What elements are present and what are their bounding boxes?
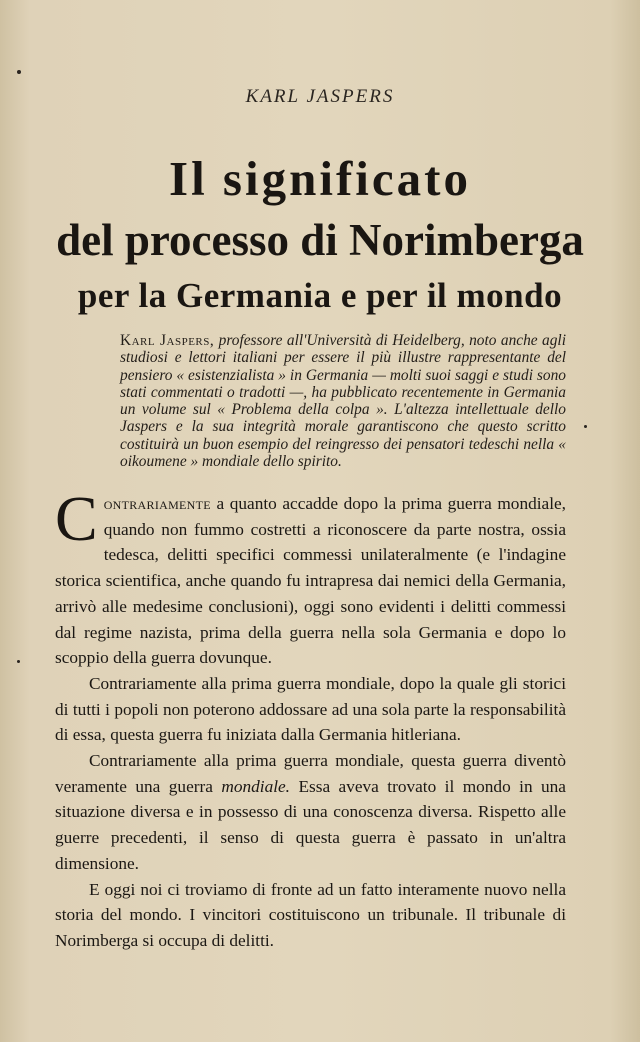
paragraph-2: Contrariamente alla prima guerra mondiale, dopo la quale gli storici di tutti i popoli non poterono addossare ad una sola parte la responsabilità di essa, questa guerra fu iniziata dalla Germania hitleriana. xyxy=(55,673,566,745)
paragraph-1-text: a quanto accadde dopo la prima guerra mondiale, quando non fummo costretti a riconoscere da parte nostra, ossia tedesca, delitti specifici commessi unilateralmente (e l'indagine storica scientifica, anche quando fu intrapresa dai nemici della Germania, arrivò alle medesime conclusioni), oggi sono evidenti i delitti commessi dal regime nazista, prima della guerra nella sola Germania e dopo lo scoppio della guerra dovunque. xyxy=(55,494,566,668)
paragraph-1 xyxy=(55,483,566,671)
drop-cap: C xyxy=(55,483,98,554)
paragraph-3 xyxy=(55,748,566,877)
paper-spot xyxy=(17,660,20,663)
intro-author-name: Karl Jaspers, xyxy=(120,332,215,349)
paragraph-3-emphasis: mondiale. xyxy=(221,776,290,796)
paper-spot xyxy=(584,425,587,428)
intro-text: professore all'Università di Heidelberg, noto anche agli studiosi e lettori italiani per essere il più illustre rappresentante del pensiero « esistenzialista » in Germania — molti suoi saggi e studi sono stati commentati o tradotti —, ha pubblicato recentemente in Germania un volume sul « Problema della colpa ». L'altezza intellettuale dello Jaspers e la sua integrità morale garantiscono che questo scritto costituirà un buon esempio del reingresso dei pensatori tedeschi nella « oikoumene » mondiale dello spirito. xyxy=(120,332,566,471)
paragraph-3-text-b: Essa aveva trovato il mondo in una situazione diversa e in possesso di una conoscenza diversa. Rispetto alle guerre precedenti, il senso di questa guerra è passato in un'altra dimensione. xyxy=(55,776,566,873)
article-body xyxy=(55,483,566,954)
title-line-2: del processo di Norimberga xyxy=(56,215,584,265)
paper-spot xyxy=(17,70,21,74)
title-line-3: per la Germania e per il mondo xyxy=(77,276,563,315)
paragraph-4: E oggi noi ci troviamo di fronte ad un fatto interamente nuovo nella storia del mondo. I vincitori costituiscono un tribunale. Il tribunale di Norimberga si occupa di delitti. xyxy=(55,879,566,950)
title-line-1: Il significato xyxy=(169,151,471,206)
intro-note xyxy=(120,332,566,470)
lead-word: ontrariamente xyxy=(103,494,211,513)
paragraph-3-text-a: Contrariamente alla prima guerra mondiale, questa guerra diventò veramente una guerra xyxy=(55,751,566,796)
author-header: KARL JASPERS xyxy=(245,86,395,107)
